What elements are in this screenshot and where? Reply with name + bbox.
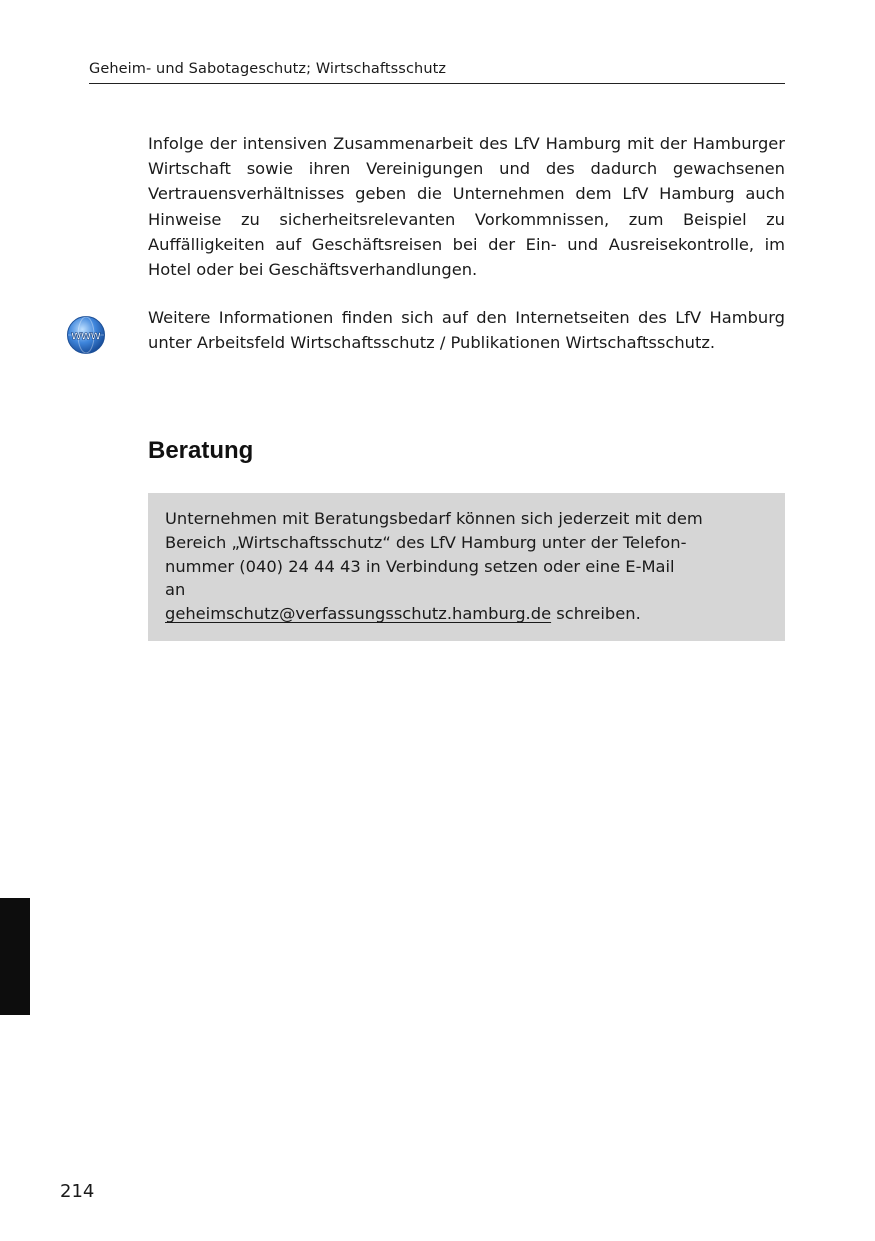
contact-info-box (148, 493, 785, 641)
email-line (165, 602, 765, 626)
section-heading: Beratung (148, 437, 254, 464)
box-line: Unternehmen mit Beratungsbedarf können sich jederzeit mit dem (165, 509, 703, 528)
chapter-tab (0, 898, 30, 1015)
email-link[interactable]: geheimschutz@verfassungsschutz.hamburg.de (165, 604, 552, 624)
box-line: Bereich „Wirtschaftsschutz“ des LfV Hamburg unter der Telefon- (165, 532, 687, 552)
email-suffix: schreiben. (551, 604, 641, 624)
www-label: www (71, 328, 101, 343)
box-line: nummer (040) 24 44 43 in Verbindung setzen oder eine E-Mail (165, 556, 675, 576)
intro-paragraph: Infolge der intensiven Zusammenarbeit des LfV Hamburg mit der Hamburger Wirtschaft sowie ihren Vereinigungen und des dadurch gewachsenen Vertrauensverhältnisses geben die Unternehmen dem LfV Hamburg auch Hinweise zu sicherheitsrelevanten Vorkommnissen, zum Beispiel zu Auffälligkeiten auf Geschäftsreisen bei der Ein- und Ausreisekontrolle, im Hotel oder bei Geschäftsverhandlungen. (148, 134, 785, 280)
box-line: an (165, 580, 186, 600)
running-header: Geheim- und Sabotageschutz; Wirtschaftsschutz (89, 60, 785, 84)
info-paragraph: Weitere Informationen finden sich auf den Internetseiten des LfV Hamburg unter Arbeitsfeld Wirtschaftsschutz / Publikationen Wirtschaftsschutz. (148, 308, 785, 353)
page-number: 214 (60, 1181, 95, 1202)
www-globe-icon (66, 315, 106, 355)
